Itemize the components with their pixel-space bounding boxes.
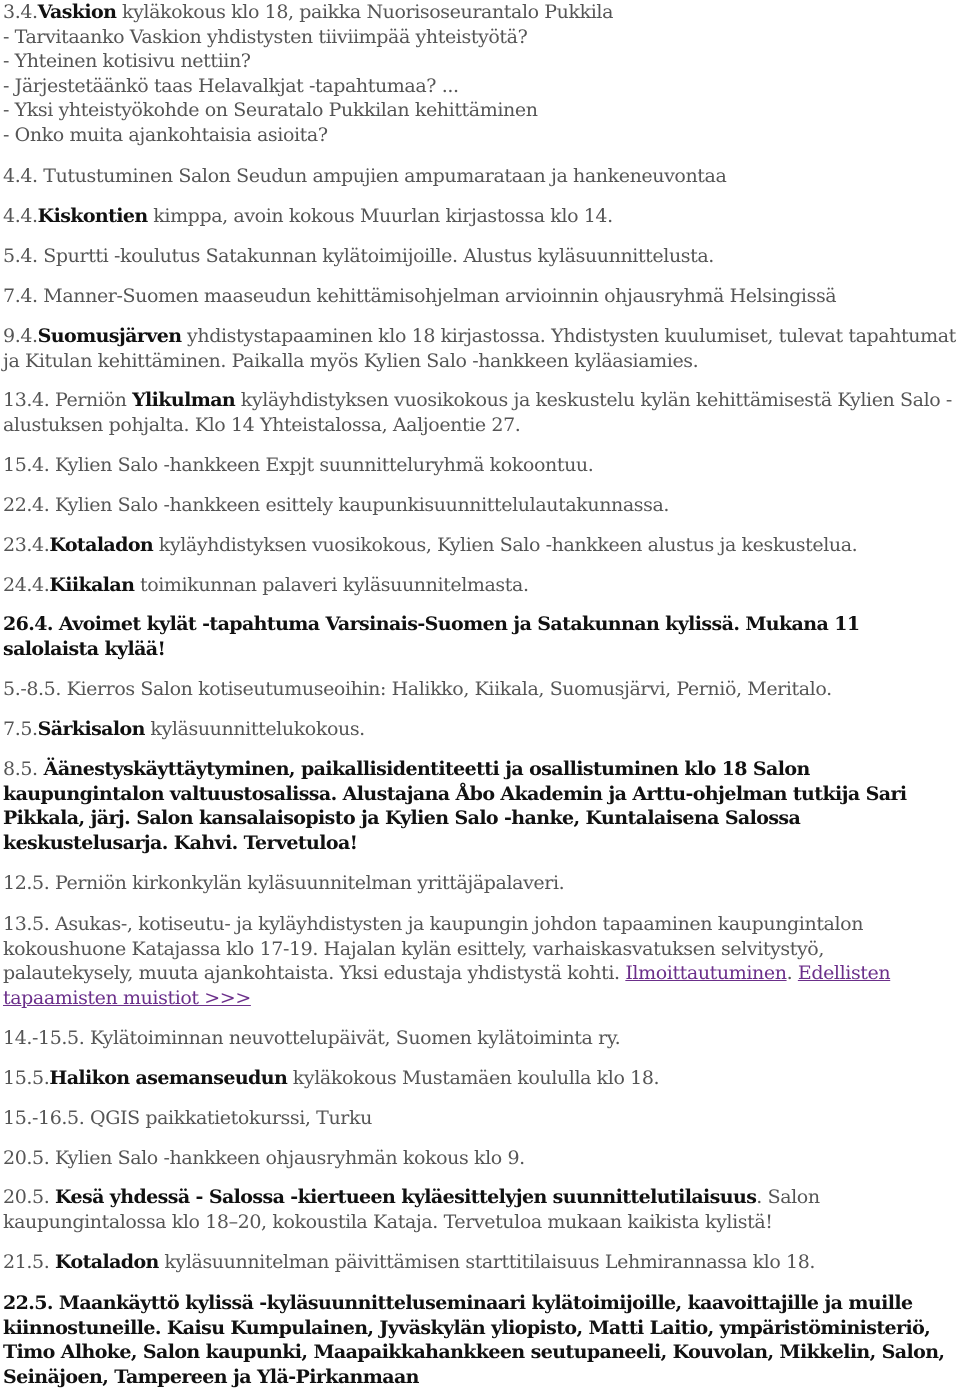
entry-bold: Kesä yhdessä - Salossa -kiertueen kyläesittelyjen suunnittelutilaisuus (55, 1186, 757, 1208)
entry-line: - Tarvitaanko Vaskion yhdistysten tiiviimpää yhteistyötä? (3, 25, 528, 48)
entry-text: Maankäyttö kylissä -kyläsuunnitteluseminaari kylätoimijoille, kaavoittajille ja muille kiinnostuneille. Kaisu Kumpulainen, Jyväskylän yliopisto, Matti Laitio, ympäristöministeriö, Timo Alhoke, Salon kaupunki, Maapaikkahankkeen seutupaneeli, Kouvolan, Mikkelin, Salon, Seinäjoen, Tampereen ja Ylä-Pirkanmaan (3, 1292, 945, 1388)
entry-date: 5.4. (3, 245, 38, 267)
entry-date: 26.4. (3, 613, 53, 635)
entry-date: 20.5. (3, 1186, 50, 1208)
entry-line: - Yksi yhteistyökohde on Seuratalo Pukkilan kehittäminen (3, 99, 538, 121)
entry-line: - Järjestetäänkö taas Helavalkjat -tapahtumaa? ... (3, 74, 459, 97)
entry-date: 22.5. (3, 1292, 53, 1314)
entry-date: 7.5. (3, 718, 38, 740)
entry-separator: . (786, 962, 798, 984)
entry-15-5 (3, 1066, 958, 1091)
entry-bold: Halikon asemanseudun (49, 1067, 288, 1089)
entry-text: kyläyhdistyksen vuosikokous ja keskustelu kylän kehittämisestä Kylien Salo -alustuksen pohjalta. Klo 14 Yhteistalossa, Aaljoentie 27. (3, 389, 952, 436)
entry-date: 13.4. (3, 389, 50, 411)
entry-text: Tutustuminen Salon Seudun ampujien ampumarataan ja hankeneuvontaa (37, 165, 727, 187)
entry-13-5 (3, 912, 958, 1010)
entry-date: 21.5. (3, 1251, 50, 1273)
entry-text: QGIS paikkatietokurssi, Turku (84, 1107, 372, 1129)
entry-15-4 (3, 453, 958, 478)
entry-22-5 (3, 1291, 958, 1389)
entry-text: Perniön (49, 389, 133, 411)
entry-4-4-b (3, 204, 958, 229)
entry-text: kimppa, avoin kokous Muurlan kirjastossa klo 14. (147, 205, 613, 227)
entry-date: 14.-15.5. (3, 1027, 85, 1049)
registration-link[interactable]: Ilmoittautuminen (625, 962, 787, 984)
entry-date: 23.4. (3, 534, 50, 556)
entry-20-5-b (3, 1185, 958, 1234)
entry-5-4 (3, 244, 958, 269)
entry-text: . Salon kaupungintalossa klo 18–20, kokoustila Kataja. Tervetuloa mukaan kaikista kylistä! (3, 1186, 820, 1233)
entry-text: kyläsuunnitelman päivittämisen starttitilaisuus Lehmirannassa klo 18. (158, 1251, 816, 1273)
entry-text: Kierros Salon kotiseutumuseoihin: Halikko, Kiikala, Suomusjärvi, Perniö, Meritalo. (61, 678, 832, 700)
entry-7-5 (3, 717, 958, 742)
entry-22-4 (3, 493, 958, 518)
entry-bold: Kiikalan (49, 574, 135, 596)
entry-13-4 (3, 388, 958, 437)
entry-8-5 (3, 757, 958, 855)
entry-text: Kylien Salo -hankkeen Expjt suunnitteluryhmä kokoontuu. (49, 454, 594, 476)
entry-12-5 (3, 871, 958, 896)
entry-date: 3.4. (3, 1, 38, 23)
entry-date: 5.-8.5. (3, 678, 62, 700)
entry-21-5 (3, 1250, 958, 1275)
entry-text: Manner-Suomen maaseudun kehittämisohjelman arvioinnin ohjausryhmä Helsingissä (37, 285, 837, 307)
entry-text: Kylätoiminnan neuvottelupäivät, Suomen kylätoiminta ry. (84, 1027, 621, 1049)
entry-bold: Särkisalon (37, 718, 145, 740)
entry-9-4 (3, 324, 958, 373)
entry-text: kyläkokous klo 18, paikka Nuorisoseurantalo Pukkila (116, 1, 614, 23)
entry-24-4 (3, 573, 958, 598)
entry-text: Asukas-, kotiseutu- ja kyläyhdistysten ja kaupungin johdon tapaaminen kaupungintalon kokoushuone Katajassa klo 17-19. Hajalan kylän esittely, varhaiskasvatuksen selvitystyö, palautekysely, muuta ajankohtaista. Yksi edustaja yhdistystä kohti. (3, 913, 864, 984)
entry-line: - Onko muita ajankohtaisia asioita? (3, 123, 328, 146)
entry-date: 4.4. (3, 165, 38, 187)
entry-line: - Yhteinen kotisivu nettiin? (3, 50, 251, 72)
entry-date: 13.5. (3, 913, 50, 935)
entry-text: Äänestyskäyttäytyminen, paikallisidentiteetti ja osallistuminen klo 18 Salon kaupungintalon valtuustosalissa. Alustajana Åbo Akademin ja Arttu-ohjelman tutkija Sari Pikkala, järj. Salon kansalaisopisto ja Kylien Salo -hanke, Kuntalaisena Salossa keskustelusarja. Kahvi. Tervetuloa! (3, 758, 907, 854)
previous-meetings-link[interactable]: Edellisten tapaamisten muistiot >>> (3, 962, 891, 1009)
entry-date: 15.4. (3, 454, 50, 476)
entry-20-5-a (3, 1146, 958, 1171)
entry-text: Perniön kirkonkylän kyläsuunnitelman yrittäjäpalaveri. (49, 872, 565, 894)
entry-26-4 (3, 612, 958, 661)
entry-text: Kylien Salo -hankkeen ohjausryhmän kokous klo 9. (49, 1147, 525, 1169)
entry-bold: Kiskontien (37, 205, 148, 227)
entry-text: Kylien Salo -hankkeen esittely kaupunkisuunnittelulautakunnassa. (49, 494, 670, 516)
entry-bold: Ylikulman (132, 389, 236, 411)
entry-bold: Vaskion (37, 1, 117, 23)
entry-date: 9.4. (3, 325, 38, 347)
entry-text: kyläkokous Mustamäen koululla klo 18. (287, 1067, 660, 1089)
entry-text: toimikunnan palaveri kyläsuunnitelmasta. (134, 574, 529, 596)
entry-3-4 (3, 0, 958, 25)
entry-bold: Kotaladon (49, 534, 154, 556)
entry-date: 15.5. (3, 1067, 50, 1089)
entry-date: 22.4. (3, 494, 50, 516)
entry-5-8-5 (3, 677, 958, 702)
entry-date: 8.5. (3, 758, 38, 780)
entry-date: 15.-16.5. (3, 1107, 85, 1129)
entry-4-4-a (3, 164, 958, 189)
entry-text: kyläyhdistyksen vuosikokous, Kylien Salo -hankkeen alustus ja keskustelua. (153, 534, 858, 556)
entry-bold: Suomusjärven (37, 325, 182, 347)
entry-23-4 (3, 533, 958, 558)
entry-text: Avoimet kylät -tapahtuma Varsinais-Suomen ja Satakunnan kylissä. Mukana 11 salolaista kylää! (3, 613, 860, 660)
entry-date: 4.4. (3, 205, 38, 227)
entry-bold: Kotaladon (55, 1251, 159, 1273)
entry-14-15-5 (3, 1026, 958, 1051)
entry-date: 20.5. (3, 1147, 50, 1169)
entry-text: kyläsuunnittelukokous. (144, 718, 365, 740)
entry-text: Spurtti -koulutus Satakunnan kylätoimijoille. Alustus kyläsuunnittelusta. (37, 245, 714, 267)
entry-text: yhdistystapaaminen klo 18 kirjastossa. Yhdistysten kuulumiset, tulevat tapahtumat ja Kitulan kehittäminen. Paikalla myös Kylien Salo -hankkeen kyläasiamies. (3, 325, 956, 372)
entry-date: 24.4. (3, 574, 50, 596)
entry-7-4 (3, 284, 958, 309)
entry-15-16-5 (3, 1106, 958, 1131)
entry-date: 7.4. (3, 285, 38, 307)
entry-date: 12.5. (3, 872, 50, 894)
